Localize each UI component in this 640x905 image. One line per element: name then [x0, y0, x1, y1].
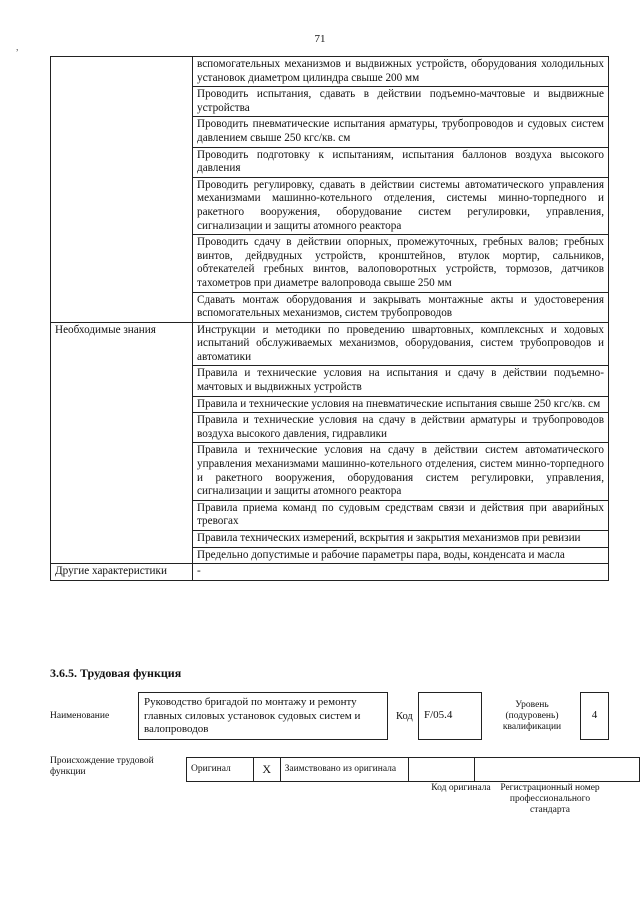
row-text: -	[193, 564, 609, 581]
row-label: Другие характеристики	[51, 564, 193, 581]
competency-table	[50, 56, 609, 581]
row-text: Правила технических измерений, вскрытия и закрытия механизмов при ревизии	[193, 531, 609, 548]
origin-table	[186, 757, 640, 782]
row-text: Сдавать монтаж оборудования и закрывать монтажные акты и удостоверения вспомогательных механизмов, систем трубопроводов	[193, 292, 609, 322]
row-text: Проводить регулировку, сдавать в действии системы автоматического управления механизмами машинно-котельного отделения, системы минно-торпедного и ракетного вооружения, оборудование систем регулировки, управления, сигнализации и защиты атомного реактора	[193, 177, 609, 234]
original-code-caption: Код оригинала	[431, 783, 491, 793]
function-code-box: F/05.4	[418, 692, 482, 740]
function-name-box: Руководство бригадой по монтажу и ремонту главных силовых установок судовых систем и валопроводов	[138, 692, 388, 740]
reg-number-cell	[474, 758, 639, 782]
original-code-cell	[408, 758, 474, 782]
row-text: Инструкции и методики по проведению швартовных, комплексных и ходовых испытаний обслуживаемых механизмов, оборудования, систем трубопроводов и автоматики	[193, 322, 609, 366]
row-text: Правила и технические условия на пневматические испытания свыше 250 кгс/кв. см	[193, 396, 609, 413]
borrowed-cell: Заимствовано из оригинала	[280, 758, 408, 782]
origin-label: Происхождение трудовой функции	[50, 756, 154, 777]
row-text: Правила и технические условия на сдачу в действии систем автоматического управления механизмами машинно-котельного отделения, систем минно-торпедного и ракетного вооружения, оборудования систем регулировки, управления, сигнализации и защиты атомного реактора	[193, 443, 609, 500]
table-row	[51, 57, 609, 87]
row-text: Проводить испытания, сдавать в действии подъемно-мачтовые и выдвижные устройства	[193, 87, 609, 117]
row-label: Необходимые знания	[51, 322, 193, 564]
table-row	[51, 322, 609, 366]
level-label: Уровень (подуровень) квалификации	[502, 700, 562, 732]
section-title: 3.6.5. Трудовая функция	[50, 666, 182, 680]
original-cell: Оригинал	[187, 758, 254, 782]
name-label: Наименование	[50, 711, 110, 721]
reg-number-caption: Регистрационный номер профессионального стандарта	[500, 783, 600, 815]
level-box: 4	[580, 692, 609, 740]
page-number: 71	[314, 33, 326, 45]
row-text: Правила приема команд по судовым средствам связи и действия при аварийных тревогах	[193, 500, 609, 530]
margin-mark: ,	[16, 42, 19, 53]
code-label: Код	[396, 711, 413, 722]
row-label	[51, 57, 193, 323]
row-text: Предельно допустимые и рабочие параметры пара, воды, конденсата и масла	[193, 547, 609, 564]
original-mark-cell: X	[253, 758, 280, 782]
row-text: Проводить подготовку к испытаниям, испытания баллонов воздуха высокого давления	[193, 147, 609, 177]
row-text: Проводить пневматические испытания арматуры, трубопроводов и судовых систем давлением свыше 250 кгс/кв. см	[193, 117, 609, 147]
row-text: Проводить сдачу в действии опорных, промежуточных, гребных валов; гребных винтов, дейдвудных устройств, кронштейнов, втулок мортир, сальников, обтекателей гребных винтов, валоповоротных устройств, тормозов, датчиков тахометров при диаметре валопровода свыше 250 мм	[193, 235, 609, 292]
row-text: Правила и технические условия на сдачу в действии арматуры и трубопроводов воздуха высокого давления, гидравлики	[193, 413, 609, 443]
row-text: вспомогательных механизмов и выдвижных устройств, оборудования холодильных установок диаметром цилиндра свыше 200 мм	[193, 57, 609, 87]
row-text: Правила и технические условия на испытания и сдачу в действии подъемно-мачтовых и выдвижных устройств	[193, 366, 609, 396]
table-row	[51, 564, 609, 581]
